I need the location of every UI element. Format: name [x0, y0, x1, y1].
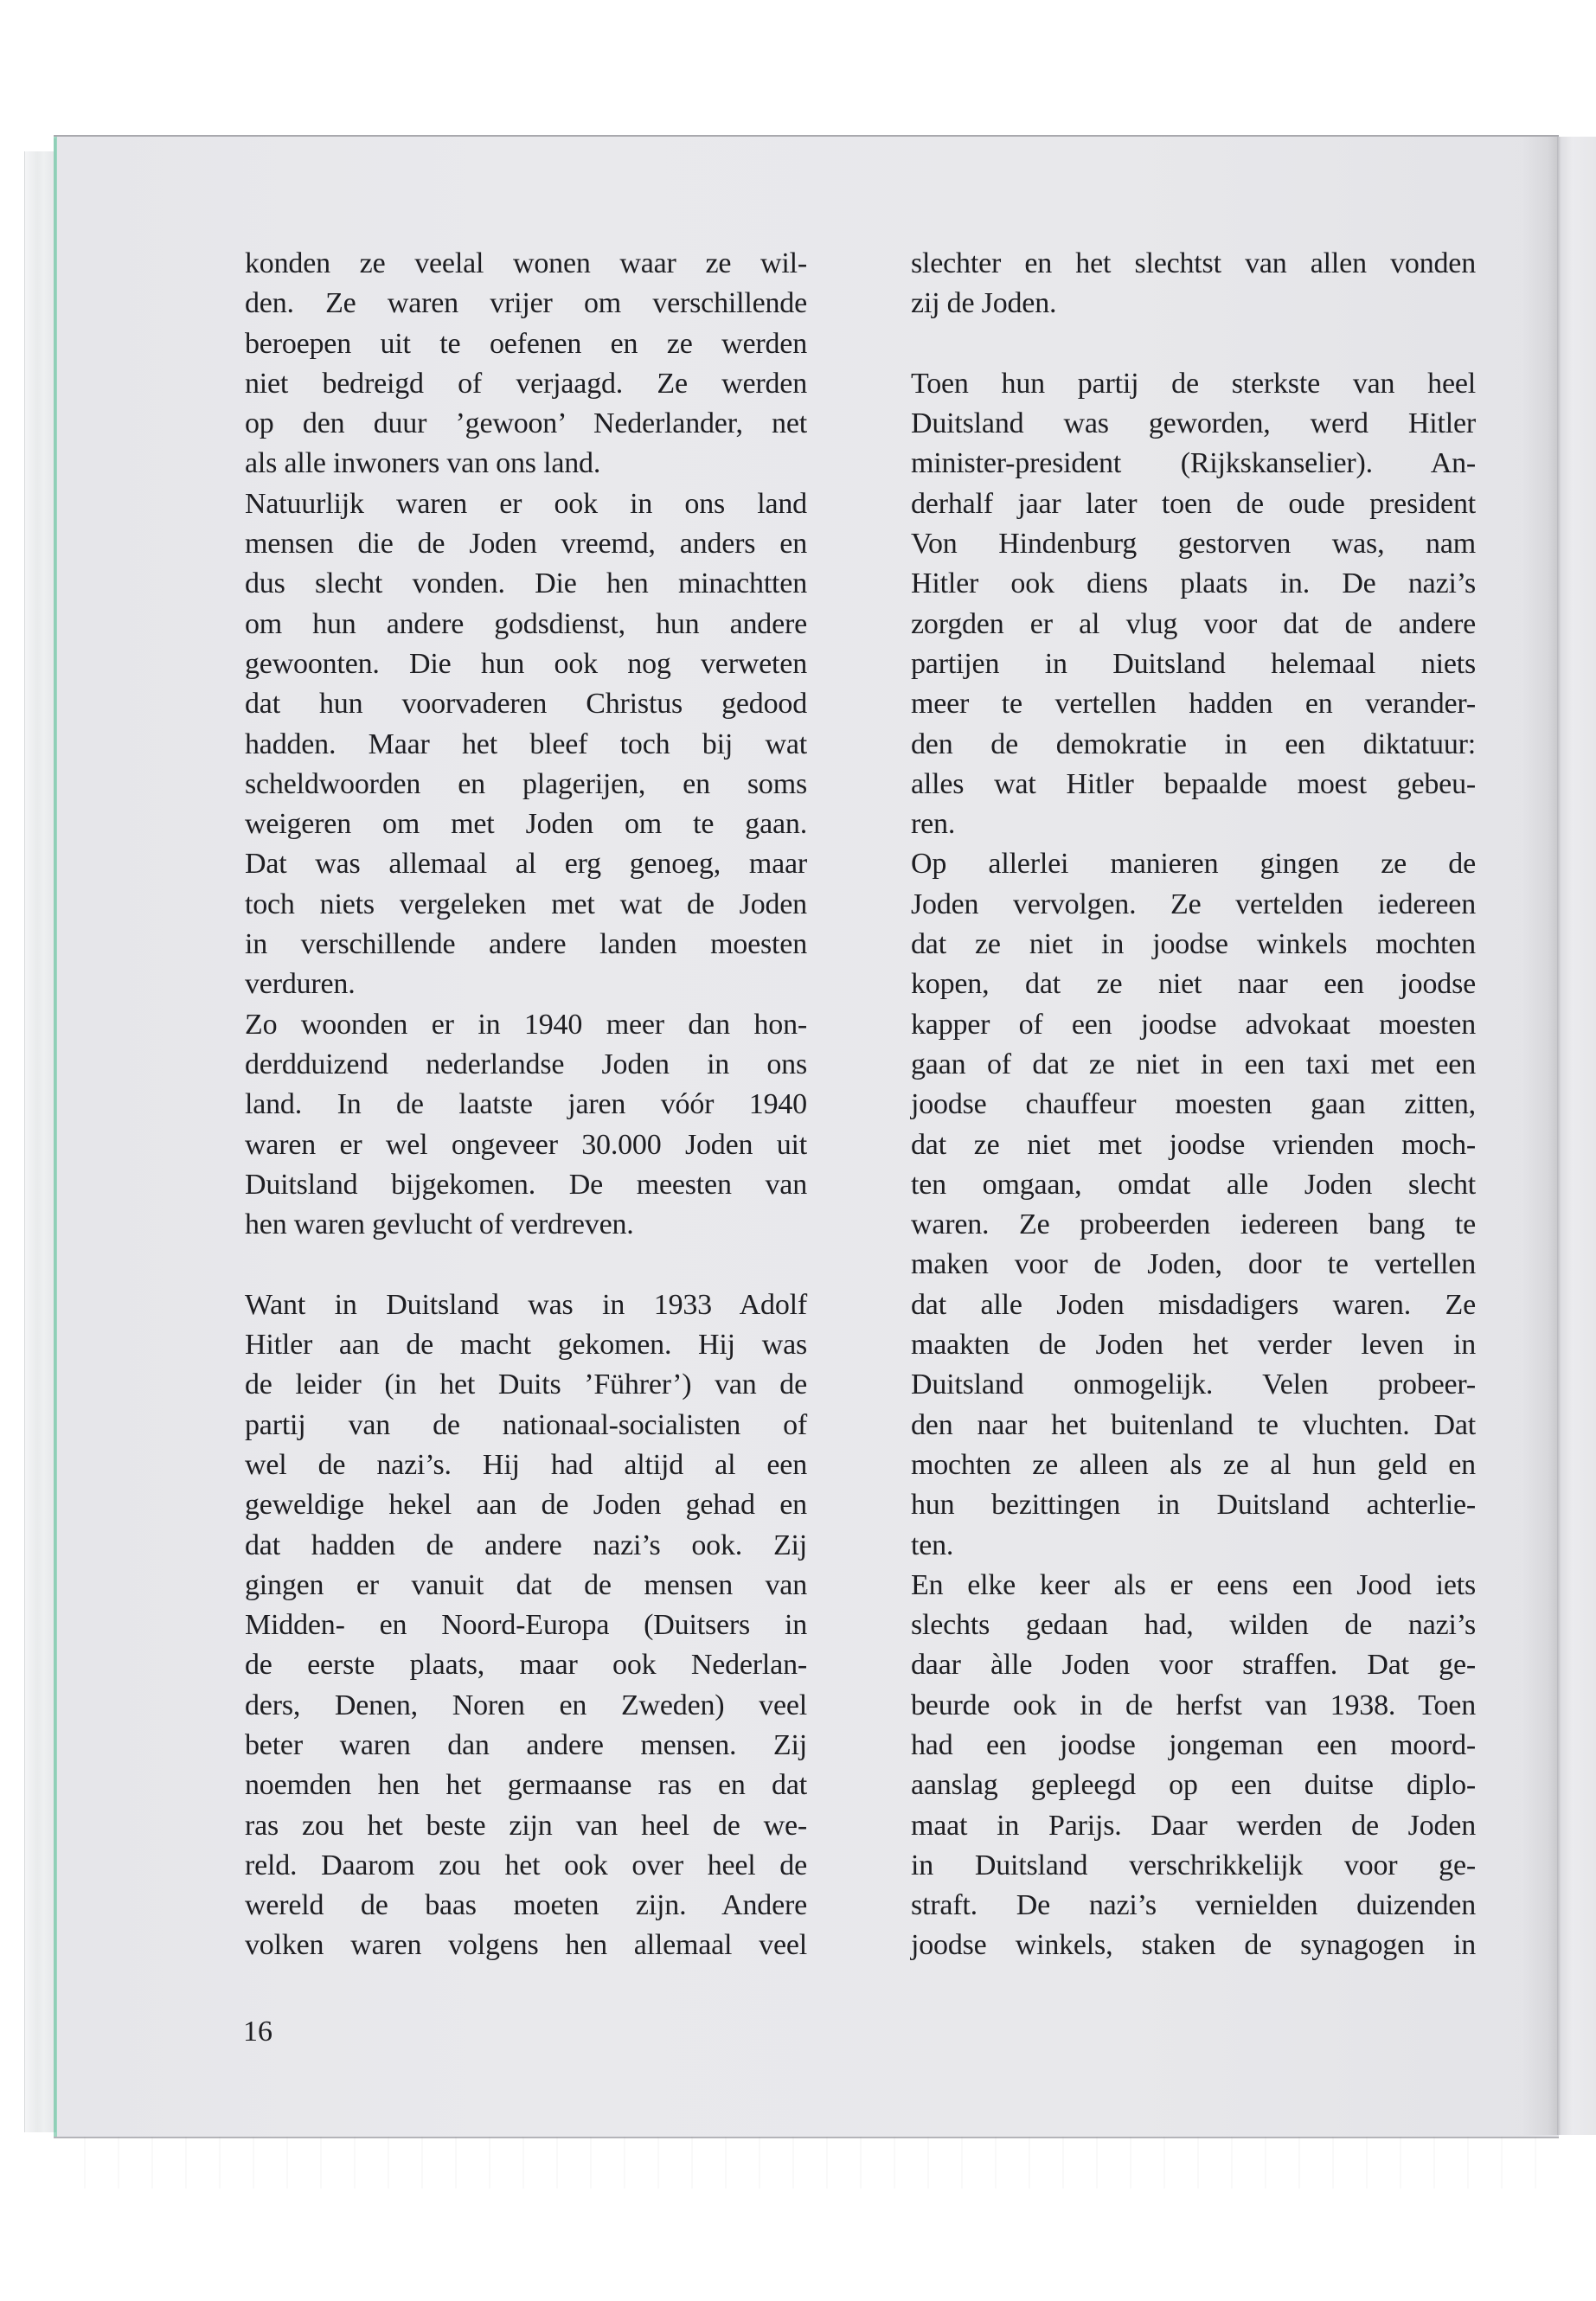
text-line: maken voor de Joden, door te vertellen	[911, 1248, 1476, 1281]
page-number: 16	[243, 2016, 272, 2048]
text-line: ten omgaan, omdat alle Joden slecht	[911, 1168, 1476, 1201]
text-line: Duitsland was geworden, werd Hitler	[911, 407, 1476, 440]
paragraph-gap	[911, 324, 1476, 364]
text-line: dat ze niet in joodse winkels mochten	[911, 928, 1476, 961]
text-line: Hitler aan de macht gekomen. Hij was	[245, 1329, 807, 1362]
text-line: slechts gedaan had, wilden de nazi’s	[911, 1609, 1476, 1642]
text-line: waren er wel ongeveer 30.000 Joden uit	[245, 1128, 807, 1161]
text-line: ren.	[911, 808, 956, 841]
text-line: noemden hen het germaanse ras en dat	[245, 1769, 807, 1802]
text-line: wereld de baas moeten zijn. Andere	[245, 1889, 807, 1922]
text-line: gingen er vanuit dat de mensen van	[245, 1568, 807, 1601]
text-line: hun bezittingen in Duitsland achterlie-	[911, 1489, 1476, 1522]
text-line: ras zou het beste zijn van heel de we-	[245, 1809, 807, 1842]
text-line: Dat was allemaal al erg genoeg, maar	[245, 848, 807, 881]
text-line: als alle inwoners van ons land.	[245, 447, 601, 480]
text-line: konden ze veelal wonen waar ze wil-	[245, 247, 807, 279]
text-line: reld. Daarom zou het ook over heel de	[245, 1849, 807, 1881]
text-line: ten.	[911, 1529, 954, 1561]
text-line: partij van de nationaal-socialisten of	[245, 1408, 807, 1441]
text-line: dat alle Joden misdadigers waren. Ze	[911, 1288, 1476, 1321]
text-line: joodse winkels, staken de synagogen in	[911, 1929, 1476, 1962]
text-line: geweldige hekel aan de Joden gehad en	[245, 1489, 807, 1522]
text-line: aanslag gepleegd op een duitse diplo-	[911, 1769, 1476, 1802]
text-line: daar àlle Joden voor straffen. Dat ge-	[911, 1649, 1476, 1682]
text-line: kapper of een joodse advokaat moesten	[911, 1008, 1476, 1041]
text-line: mensen die de Joden vreemd, anders en	[245, 528, 807, 561]
text-line: wel de nazi’s. Hij had altijd al een	[245, 1448, 807, 1481]
text-line: waren. Ze probeerden iedereen bang te	[911, 1208, 1476, 1241]
page-teal-edge	[54, 138, 56, 2132]
text-line: dat hadden de andere nazi’s ook. Zij	[245, 1529, 807, 1561]
page-edge-stack	[24, 151, 56, 2132]
text-line: hen waren gevlucht of verdreven.	[245, 1208, 634, 1241]
text-column-right	[911, 244, 1476, 1966]
text-line: weigeren om met Joden om te gaan.	[245, 808, 807, 841]
text-line: had een joodse jongeman een moord-	[911, 1728, 1476, 1761]
text-line: in Duitsland verschrikkelijk voor ge-	[911, 1849, 1476, 1881]
text-line: niet bedreigd of verjaagd. Ze werden	[245, 367, 807, 400]
text-line: verduren.	[245, 968, 356, 1001]
text-line: straft. De nazi’s vernielden duizenden	[911, 1889, 1476, 1922]
text-line: toch niets vergeleken met wat de Joden	[245, 888, 807, 920]
paragraph-gap	[245, 1245, 807, 1285]
text-line: Joden vervolgen. Ze vertelden iedereen	[911, 888, 1476, 920]
text-line: Op allerlei manieren gingen ze de	[911, 848, 1476, 881]
text-column-left	[245, 244, 807, 1966]
text-line: beroepen uit te oefenen en ze werden	[245, 327, 807, 360]
text-line: mochten ze alleen als ze al hun geld en	[911, 1448, 1476, 1481]
text-line: gaan of dat ze niet in een taxi met een	[911, 1048, 1476, 1080]
text-line: Duitsland bijgekomen. De meesten van	[245, 1168, 807, 1201]
text-line: de eerste plaats, maar ook Nederlan-	[245, 1649, 807, 1682]
text-line: om hun andere godsdienst, hun andere	[245, 607, 807, 640]
text-line: ders, Denen, Noren en Zweden) veel	[245, 1689, 807, 1721]
text-line: slechter en het slechtst van allen vonden	[911, 247, 1476, 279]
text-line: maat in Parijs. Daar werden de Joden	[911, 1809, 1476, 1842]
text-line: scheldwoorden en plagerijen, en soms	[245, 767, 807, 800]
text-line: kopen, dat ze niet naar een joodse	[911, 968, 1476, 1001]
spine-shadow	[1522, 137, 1559, 2135]
text-line: derdduizend nederlandse Joden in ons	[245, 1048, 807, 1080]
text-line: hadden. Maar het bleef toch bij wat	[245, 727, 807, 760]
text-line: joodse chauffeur moesten gaan zitten,	[911, 1088, 1476, 1121]
text-line: den naar het buitenland te vluchten. Dat	[911, 1408, 1476, 1441]
text-line: Hitler ook diens plaats in. De nazi’s	[911, 567, 1476, 600]
text-line: zorgden er al vlug voor dat de andere	[911, 607, 1476, 640]
text-line: En elke keer als er eens een Jood iets	[911, 1568, 1476, 1601]
text-line: alles wat Hitler bepaalde moest gebeu-	[911, 767, 1476, 800]
text-line: den. Ze waren vrijer om verschillende	[245, 287, 807, 320]
text-line: partijen in Duitsland helemaal niets	[911, 647, 1476, 680]
scan-specks	[52, 2137, 1557, 2189]
text-line: beter waren dan andere mensen. Zij	[245, 1728, 807, 1761]
text-line: Natuurlijk waren er ook in ons land	[245, 487, 807, 520]
text-line: Von Hindenburg gestorven was, nam	[911, 528, 1476, 561]
text-line: dat ze niet met joodse vrienden moch-	[911, 1128, 1476, 1161]
text-line: maakten de Joden het verder leven in	[911, 1329, 1476, 1362]
text-line: meer te vertellen hadden en verander-	[911, 688, 1476, 721]
text-line: Duitsland onmogelijk. Velen probeer-	[911, 1368, 1476, 1401]
text-line: de leider (in het Duits ’Führer’) van de	[245, 1368, 807, 1401]
text-line: gewoonten. Die hun ook nog verweten	[245, 647, 807, 680]
text-line: minister-president (Rijkskanselier). An-	[911, 447, 1476, 480]
text-line: in verschillende andere landen moesten	[245, 928, 807, 961]
facing-page-edge	[1557, 137, 1596, 2135]
text-line: derhalf jaar later toen de oude president	[911, 487, 1476, 520]
text-line: volken waren volgens hen allemaal veel	[245, 1929, 807, 1962]
text-line: op den duur ’gewoon’ Nederlander, net	[245, 407, 807, 440]
text-line: Toen hun partij de sterkste van heel	[911, 367, 1476, 400]
text-line: Zo woonden er in 1940 meer dan hon-	[245, 1008, 807, 1041]
text-line: den de demokratie in een diktatuur:	[911, 727, 1476, 760]
text-line: beurde ook in de herfst van 1938. Toen	[911, 1689, 1476, 1721]
text-line: zij de Joden.	[911, 287, 1057, 320]
text-line: Want in Duitsland was in 1933 Adolf	[245, 1288, 807, 1321]
text-line: Midden- en Noord-Europa (Duitsers in	[245, 1609, 807, 1642]
text-line: dat hun voorvaderen Christus gedood	[245, 688, 807, 721]
text-line: dus slecht vonden. Die hen minachtten	[245, 567, 807, 600]
text-line: land. In de laatste jaren vóór 1940	[245, 1088, 807, 1121]
